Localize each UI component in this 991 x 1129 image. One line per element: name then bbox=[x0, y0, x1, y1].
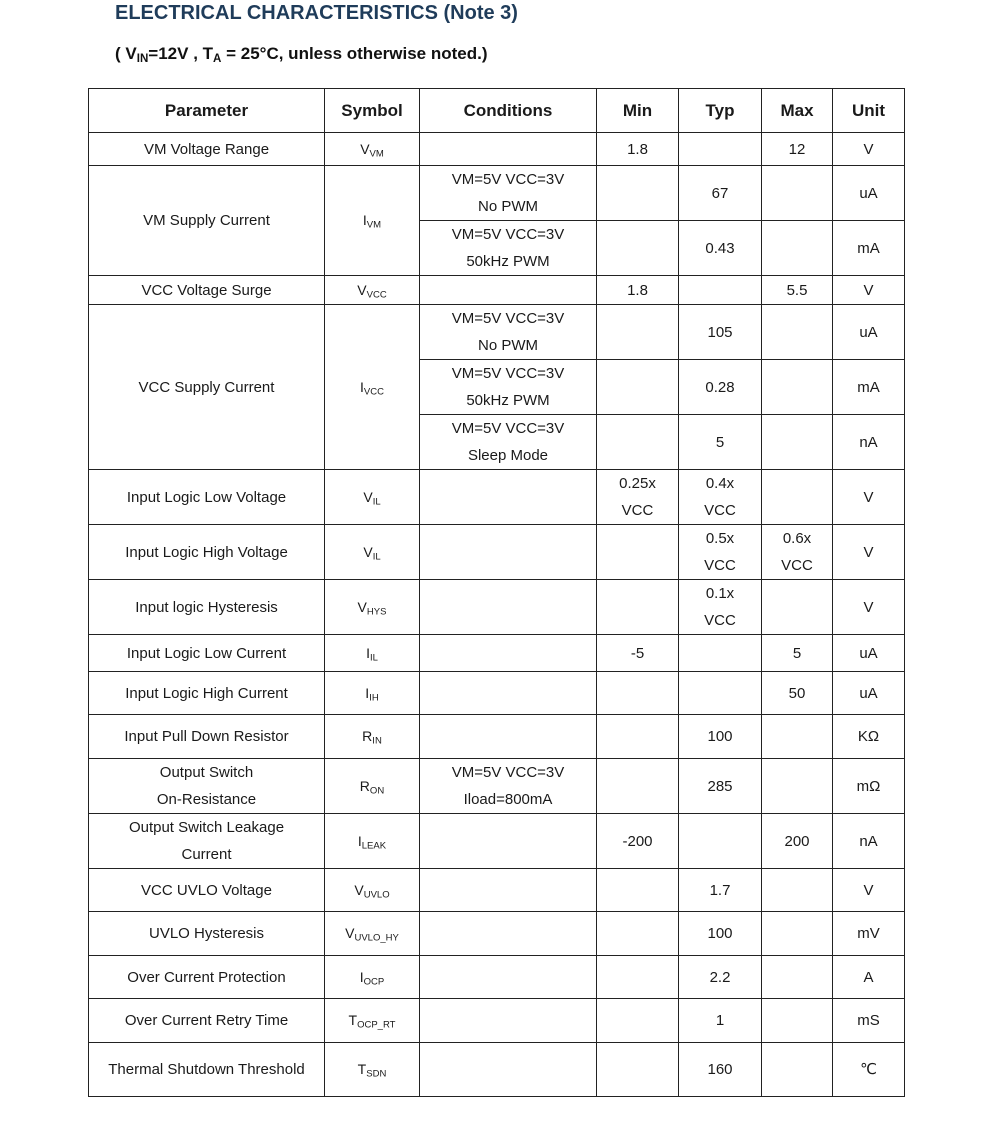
symbol-cell: $I_{IH}$ bbox=[325, 672, 420, 715]
param-cell: Thermal Shutdown Threshold bbox=[89, 1043, 325, 1097]
conditions-cell bbox=[420, 635, 597, 672]
unit-cell: uA bbox=[833, 635, 905, 672]
min-cell bbox=[597, 999, 679, 1043]
unit-cell: A bbox=[833, 956, 905, 999]
min-cell bbox=[597, 305, 679, 360]
symbol-cell: $T_{OCP\_RT}$ bbox=[325, 999, 420, 1043]
header-conditions: Conditions bbox=[420, 89, 597, 133]
header-typ: Typ bbox=[679, 89, 762, 133]
param-cell: Input Logic Low Current bbox=[89, 635, 325, 672]
symbol-cell: $V_{VM}$ bbox=[325, 133, 420, 166]
max-cell: 200 bbox=[762, 814, 833, 869]
conditions-cell: VM=5V VCC=3V 50kHz PWM bbox=[420, 360, 597, 415]
section-title: ELECTRICAL CHARACTERISTICS (Note 3) bbox=[115, 2, 518, 24]
typ-cell: 1.7 bbox=[679, 869, 762, 912]
conditions-cell bbox=[420, 672, 597, 715]
typ-cell: 0.4x VCC bbox=[679, 470, 762, 525]
table-row bbox=[89, 133, 905, 166]
conditions-cell bbox=[420, 276, 597, 305]
symbol-cell: $T_{SDN}$ bbox=[325, 1043, 420, 1097]
max-cell bbox=[762, 912, 833, 956]
symbol-cell: $I_{VCC}$ bbox=[325, 305, 420, 470]
typ-cell: 100 bbox=[679, 715, 762, 759]
param-cell: Over Current Protection bbox=[89, 956, 325, 999]
unit-cell: nA bbox=[833, 415, 905, 470]
max-cell bbox=[762, 1043, 833, 1097]
table-row bbox=[89, 635, 905, 672]
table-row bbox=[89, 470, 905, 525]
unit-cell: mA bbox=[833, 221, 905, 276]
table-row bbox=[89, 999, 905, 1043]
typ-cell: 100 bbox=[679, 912, 762, 956]
conditions-cell: VM=5V VCC=3V Sleep Mode bbox=[420, 415, 597, 470]
max-cell bbox=[762, 715, 833, 759]
typ-cell: 105 bbox=[679, 305, 762, 360]
conditions-cell bbox=[420, 912, 597, 956]
table-row bbox=[89, 759, 905, 814]
min-cell bbox=[597, 580, 679, 635]
table-row bbox=[89, 1043, 905, 1097]
conditions-cell bbox=[420, 956, 597, 999]
min-cell bbox=[597, 415, 679, 470]
param-cell: Input Pull Down Resistor bbox=[89, 715, 325, 759]
header-symbol: Symbol bbox=[325, 89, 420, 133]
param-cell: Over Current Retry Time bbox=[89, 999, 325, 1043]
symbol-cell: $I_{IL}$ bbox=[325, 635, 420, 672]
conditions-cell: VM=5V VCC=3V Iload=800mA bbox=[420, 759, 597, 814]
conditions-cell bbox=[420, 470, 597, 525]
table-row bbox=[89, 276, 905, 305]
max-cell bbox=[762, 580, 833, 635]
typ-cell: 5 bbox=[679, 415, 762, 470]
table-row bbox=[89, 305, 905, 360]
test-conditions-note: ( $V_{IN}=12V$ , $T_A = 25^\circ C$, unless otherwise noted.) bbox=[115, 44, 488, 65]
max-cell: 5.5 bbox=[762, 276, 833, 305]
typ-cell bbox=[679, 276, 762, 305]
header-max: Max bbox=[762, 89, 833, 133]
typ-cell: 67 bbox=[679, 166, 762, 221]
header-parameter: Parameter bbox=[89, 89, 325, 133]
unit-cell: uA bbox=[833, 672, 905, 715]
unit-cell: KΩ bbox=[833, 715, 905, 759]
typ-cell bbox=[679, 133, 762, 166]
max-cell bbox=[762, 221, 833, 276]
min-cell: -5 bbox=[597, 635, 679, 672]
unit-cell: V bbox=[833, 276, 905, 305]
symbol-cell: $V_{UVLO}$ bbox=[325, 869, 420, 912]
max-cell bbox=[762, 305, 833, 360]
typ-cell: 160 bbox=[679, 1043, 762, 1097]
table-row bbox=[89, 869, 905, 912]
typ-cell bbox=[679, 672, 762, 715]
min-cell: 1.8 bbox=[597, 276, 679, 305]
min-cell bbox=[597, 166, 679, 221]
symbol-cell: $I_{LEAK}$ bbox=[325, 814, 420, 869]
min-cell bbox=[597, 956, 679, 999]
min-cell bbox=[597, 221, 679, 276]
table-row bbox=[89, 814, 905, 869]
conditions-cell bbox=[420, 869, 597, 912]
min-cell bbox=[597, 525, 679, 580]
conditions-cell: VM=5V VCC=3V No PWM bbox=[420, 166, 597, 221]
conditions-cell bbox=[420, 580, 597, 635]
min-cell bbox=[597, 360, 679, 415]
typ-cell: 285 bbox=[679, 759, 762, 814]
symbol-cell: $V_{UVLO\_HY}$ bbox=[325, 912, 420, 956]
typ-cell: 0.1x VCC bbox=[679, 580, 762, 635]
param-cell: Input Logic High Current bbox=[89, 672, 325, 715]
conditions-cell: VM=5V VCC=3V No PWM bbox=[420, 305, 597, 360]
max-cell bbox=[762, 869, 833, 912]
unit-cell: mS bbox=[833, 999, 905, 1043]
max-cell: 50 bbox=[762, 672, 833, 715]
min-cell: 1.8 bbox=[597, 133, 679, 166]
unit-cell: V bbox=[833, 133, 905, 166]
conditions-cell: VM=5V VCC=3V 50kHz PWM bbox=[420, 221, 597, 276]
max-cell bbox=[762, 470, 833, 525]
table-row bbox=[89, 166, 905, 221]
header-min: Min bbox=[597, 89, 679, 133]
symbol-cell: $I_{OCP}$ bbox=[325, 956, 420, 999]
table-row bbox=[89, 956, 905, 999]
unit-cell: mΩ bbox=[833, 759, 905, 814]
header-unit: Unit bbox=[833, 89, 905, 133]
param-cell: Output Switch Leakage Current bbox=[89, 814, 325, 869]
symbol-cell: $V_{IL}$ bbox=[325, 470, 420, 525]
symbol-cell: $V_{IL}$ bbox=[325, 525, 420, 580]
conditions-cell bbox=[420, 999, 597, 1043]
param-cell: Output Switch On-Resistance bbox=[89, 759, 325, 814]
conditions-cell bbox=[420, 1043, 597, 1097]
param-cell: VM Voltage Range bbox=[89, 133, 325, 166]
typ-cell bbox=[679, 635, 762, 672]
symbol-cell: $V_{VCC}$ bbox=[325, 276, 420, 305]
min-cell bbox=[597, 912, 679, 956]
max-cell bbox=[762, 759, 833, 814]
symbol-cell: $R_{ON}$ bbox=[325, 759, 420, 814]
table-row bbox=[89, 715, 905, 759]
table-row bbox=[89, 912, 905, 956]
param-cell: VCC Supply Current bbox=[89, 305, 325, 470]
param-cell: Input logic Hysteresis bbox=[89, 580, 325, 635]
typ-cell: 2.2 bbox=[679, 956, 762, 999]
unit-cell: mV bbox=[833, 912, 905, 956]
conditions-cell bbox=[420, 525, 597, 580]
conditions-cell bbox=[420, 133, 597, 166]
max-cell: 0.6x VCC bbox=[762, 525, 833, 580]
param-cell: VCC UVLO Voltage bbox=[89, 869, 325, 912]
typ-cell: 0.5x VCC bbox=[679, 525, 762, 580]
unit-cell: V bbox=[833, 869, 905, 912]
param-cell: UVLO Hysteresis bbox=[89, 912, 325, 956]
min-cell bbox=[597, 672, 679, 715]
electrical-characteristics-table bbox=[88, 88, 905, 1097]
table-row bbox=[89, 580, 905, 635]
min-cell: -200 bbox=[597, 814, 679, 869]
table-row bbox=[89, 672, 905, 715]
param-cell: Input Logic Low Voltage bbox=[89, 470, 325, 525]
typ-cell: 0.43 bbox=[679, 221, 762, 276]
unit-cell: uA bbox=[833, 166, 905, 221]
unit-cell: nA bbox=[833, 814, 905, 869]
max-cell bbox=[762, 166, 833, 221]
max-cell bbox=[762, 415, 833, 470]
symbol-cell: $I_{VM}$ bbox=[325, 166, 420, 276]
typ-cell: 0.28 bbox=[679, 360, 762, 415]
unit-cell: V bbox=[833, 525, 905, 580]
symbol-cell: $R_{IN}$ bbox=[325, 715, 420, 759]
table-header-row bbox=[89, 89, 905, 133]
unit-cell: uA bbox=[833, 305, 905, 360]
max-cell bbox=[762, 956, 833, 999]
unit-cell: V bbox=[833, 470, 905, 525]
conditions-cell bbox=[420, 715, 597, 759]
max-cell bbox=[762, 360, 833, 415]
param-cell: VM Supply Current bbox=[89, 166, 325, 276]
typ-cell: 1 bbox=[679, 999, 762, 1043]
param-cell: Input Logic High Voltage bbox=[89, 525, 325, 580]
typ-cell bbox=[679, 814, 762, 869]
min-cell bbox=[597, 715, 679, 759]
table-row bbox=[89, 525, 905, 580]
max-cell: 5 bbox=[762, 635, 833, 672]
min-cell bbox=[597, 869, 679, 912]
unit-cell: ℃ bbox=[833, 1043, 905, 1097]
min-cell: 0.25x VCC bbox=[597, 470, 679, 525]
min-cell bbox=[597, 1043, 679, 1097]
unit-cell: mA bbox=[833, 360, 905, 415]
max-cell bbox=[762, 999, 833, 1043]
min-cell bbox=[597, 759, 679, 814]
conditions-cell bbox=[420, 814, 597, 869]
symbol-cell: $V_{HYS}$ bbox=[325, 580, 420, 635]
unit-cell: V bbox=[833, 580, 905, 635]
param-cell: VCC Voltage Surge bbox=[89, 276, 325, 305]
max-cell: 12 bbox=[762, 133, 833, 166]
